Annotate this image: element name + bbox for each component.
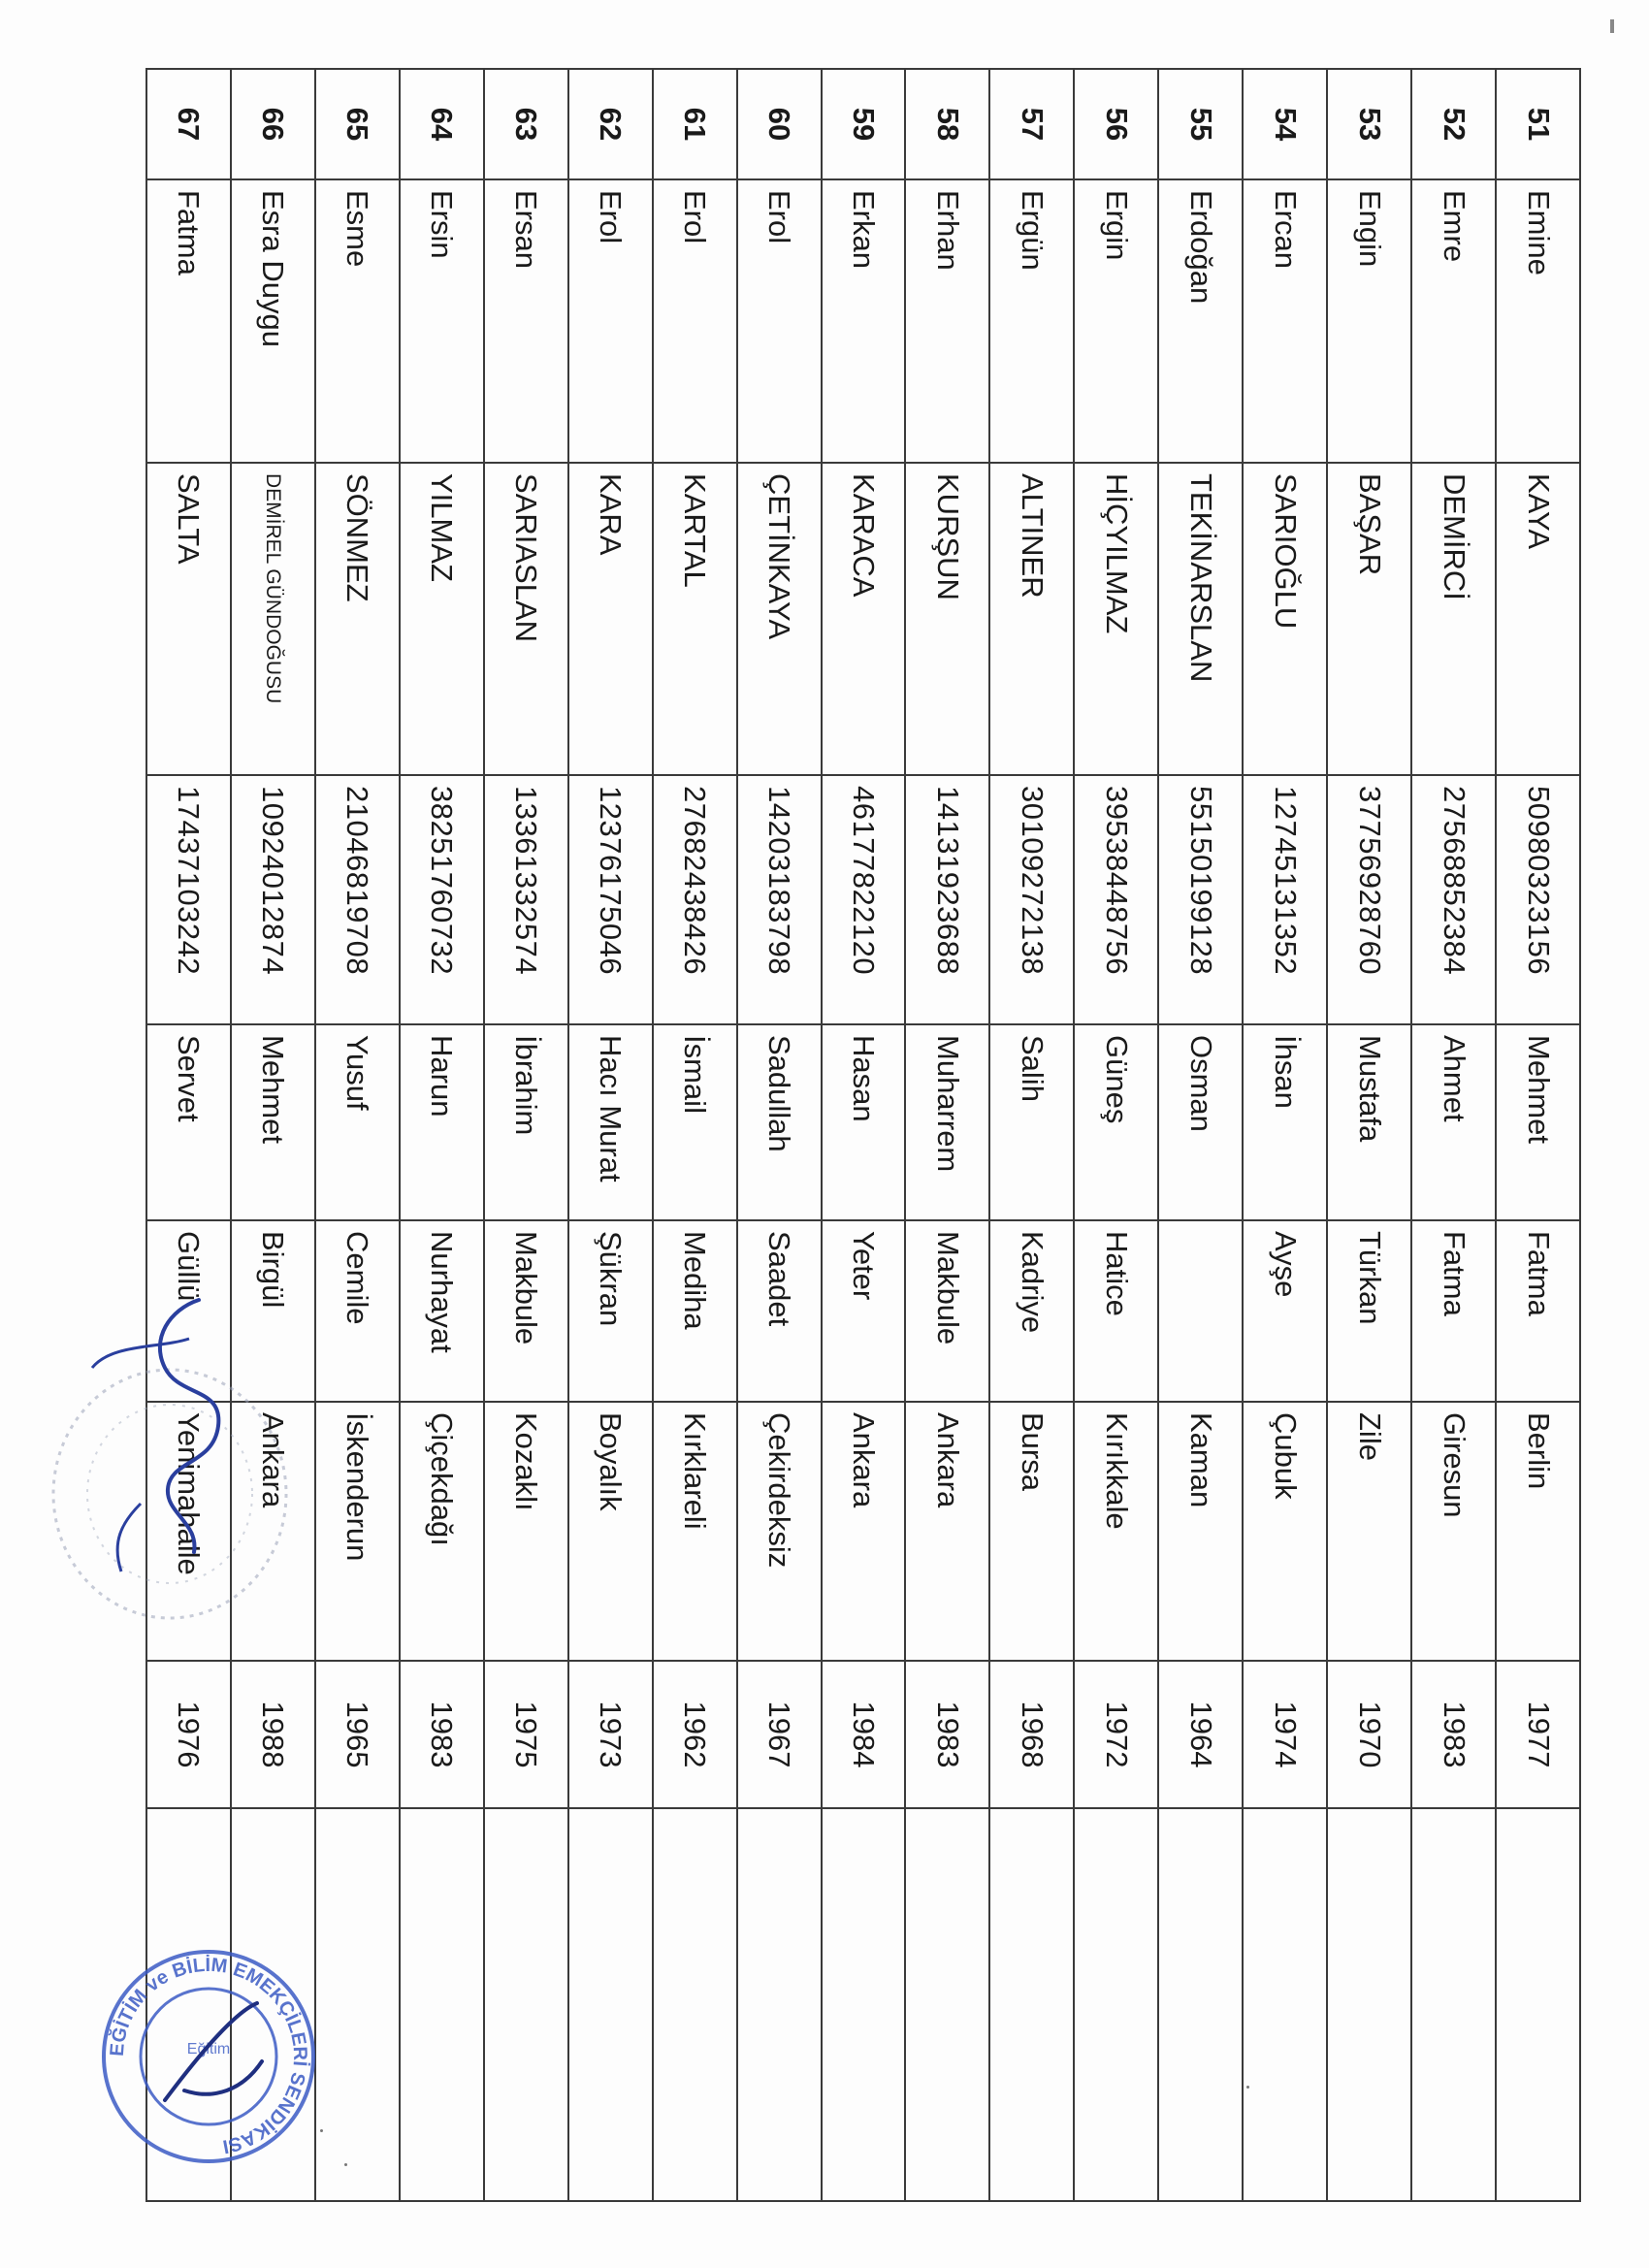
last-name-cell: YILMAZ [400,463,484,775]
mother-name-cell: Yeter [822,1220,906,1402]
row-number: 52 [1411,69,1496,179]
table-row [1496,69,1580,2201]
empty-cell [1411,1808,1496,2201]
birth-year-cell: 1972 [1074,1661,1158,1808]
row-number: 51 [1496,69,1580,179]
first-name-cell: Erkan [822,179,906,463]
first-name-cell: Ergin [1074,179,1158,463]
table-row [1327,69,1411,2201]
empty-cell [1496,1808,1580,2201]
row-number: 54 [1243,69,1327,179]
scan-speck [1246,2086,1249,2089]
birthplace-cell: Kozaklı [484,1402,568,1661]
id-number-cell: 12376175046 [568,775,653,1024]
id-number-cell: 30109272138 [989,775,1074,1024]
empty-cell [146,1808,231,2201]
father-name-cell: Mehmet [231,1024,315,1220]
id-number-cell: 38251760732 [400,775,484,1024]
last-name-cell: KAYA [1496,463,1580,775]
stamp-inner-text: Eğitim [186,2041,231,2057]
table-row [1074,69,1158,2201]
father-name-cell: Hacı Murat [568,1024,653,1220]
birthplace-cell: İskenderun [315,1402,400,1661]
table-row [1411,69,1496,2201]
row-number: 63 [484,69,568,179]
last-name-cell: ÇETİNKAYA [737,463,822,775]
birthplace-cell: Ankara [231,1402,315,1661]
last-name-cell: DEMİRCİ [1411,463,1496,775]
father-name-cell: Sadullah [737,1024,822,1220]
birth-year-cell: 1974 [1243,1661,1327,1808]
birthplace-cell: Kaman [1158,1402,1243,1661]
empty-cell [1327,1808,1411,2201]
birth-year-cell: 1970 [1327,1661,1411,1808]
row-number: 58 [906,69,990,179]
last-name-cell: KARTAL [653,463,737,775]
id-number-cell: 21046819708 [315,775,400,1024]
id-number-cell: 50980323156 [1496,775,1580,1024]
table-row [989,69,1074,2201]
father-name-cell: Harun [400,1024,484,1220]
empty-cell [315,1808,400,2201]
id-number-cell: 37756928760 [1327,775,1411,1024]
row-number: 53 [1327,69,1411,179]
father-name-cell: Mehmet [1496,1024,1580,1220]
id-number-cell: 46177822120 [822,775,906,1024]
father-name-cell: İsmail [653,1024,737,1220]
mother-name-cell: Şükran [568,1220,653,1402]
birthplace-cell: Yenimahalle [146,1402,231,1661]
birth-year-cell: 1976 [146,1661,231,1808]
first-name-cell: Erol [737,179,822,463]
mother-name-cell [1158,1220,1243,1402]
father-name-cell: Yusuf [315,1024,400,1220]
id-number-cell: 27682438426 [653,775,737,1024]
id-number-cell: 12745131352 [1243,775,1327,1024]
table-row [315,69,400,2201]
last-name-cell: SÖNMEZ [315,463,400,775]
table-row [146,69,231,2201]
birthplace-cell: Ankara [906,1402,990,1661]
last-name-cell: KARACA [822,463,906,775]
id-number-cell: 10924012874 [231,775,315,1024]
mother-name-cell: Kadriye [989,1220,1074,1402]
mother-name-cell: Fatma [1496,1220,1580,1402]
last-name-cell: SARIASLAN [484,463,568,775]
scan-speck [344,2163,347,2166]
row-number: 66 [231,69,315,179]
empty-cell [231,1808,315,2201]
father-name-cell: İbrahim [484,1024,568,1220]
empty-cell [484,1808,568,2201]
last-name-cell: ALTINER [989,463,1074,775]
empty-cell [653,1808,737,2201]
mother-name-cell: Makbule [484,1220,568,1402]
mother-name-cell: Nurhayat [400,1220,484,1402]
birthplace-cell: Çekirdeksiz [737,1402,822,1661]
birth-year-cell: 1975 [484,1661,568,1808]
father-name-cell: İhsan [1243,1024,1327,1220]
member-table-body [146,69,1580,2201]
id-number-cell: 39538448756 [1074,775,1158,1024]
last-name-cell: KURŞUN [906,463,990,775]
birth-year-cell: 1973 [568,1661,653,1808]
mother-name-cell: Hatice [1074,1220,1158,1402]
birth-year-cell: 1988 [231,1661,315,1808]
birth-year-cell: 1983 [1411,1661,1496,1808]
mother-name-cell: Ayşe [1243,1220,1327,1402]
mother-name-cell: Türkan [1327,1220,1411,1402]
father-name-cell: Mustafa [1327,1024,1411,1220]
last-name-cell: BAŞAR [1327,463,1411,775]
empty-cell [1074,1808,1158,2201]
empty-cell [568,1808,653,2201]
mother-name-cell: Makbule [906,1220,990,1402]
table-row [1158,69,1243,2201]
birthplace-cell: Kırklareli [653,1402,737,1661]
father-name-cell: Servet [146,1024,231,1220]
first-name-cell: Ercan [1243,179,1327,463]
empty-cell [400,1808,484,2201]
row-number: 62 [568,69,653,179]
last-name-cell: TEKİNARSLAN [1158,463,1243,775]
first-name-cell: Emine [1496,179,1580,463]
id-number-cell: 14203183798 [737,775,822,1024]
row-number: 61 [653,69,737,179]
birthplace-cell: Kırıkkale [1074,1402,1158,1661]
empty-cell [822,1808,906,2201]
id-number-cell: 17437103242 [146,775,231,1024]
last-name-cell: DEMİREL GÜNDOĞUSU [231,463,315,775]
birth-year-cell: 1977 [1496,1661,1580,1808]
first-name-cell: Ersin [400,179,484,463]
mother-name-cell: Saadet [737,1220,822,1402]
first-name-cell: Erdoğan [1158,179,1243,463]
member-table [146,68,1581,2202]
mother-name-cell: Birgül [231,1220,315,1402]
first-name-cell: Fatma [146,179,231,463]
row-number: 65 [315,69,400,179]
member-table-rotated [146,68,1581,2008]
row-number: 57 [989,69,1074,179]
empty-cell [989,1808,1074,2201]
first-name-cell: Erol [653,179,737,463]
first-name-cell: Esra Duygu [231,179,315,463]
birth-year-cell: 1965 [315,1661,400,1808]
row-number: 59 [822,69,906,179]
birthplace-cell: Çubuk [1243,1402,1327,1661]
mother-name-cell: Güllü [146,1220,231,1402]
scan-mark [1610,19,1614,33]
id-number-cell: 14131923688 [906,775,990,1024]
first-name-cell: Esme [315,179,400,463]
father-name-cell: Ahmet [1411,1024,1496,1220]
birthplace-cell: Ankara [822,1402,906,1661]
birth-year-cell: 1962 [653,1661,737,1808]
birthplace-cell: Zile [1327,1402,1411,1661]
row-number: 60 [737,69,822,179]
birthplace-cell: Çiçekdağı [400,1402,484,1661]
last-name-cell: KARA [568,463,653,775]
first-name-cell: Erhan [906,179,990,463]
row-number: 55 [1158,69,1243,179]
father-name-cell: Salih [989,1024,1074,1220]
first-name-cell: Erol [568,179,653,463]
first-name-cell: Ergün [989,179,1074,463]
birth-year-cell: 1964 [1158,1661,1243,1808]
father-name-cell: Hasan [822,1024,906,1220]
table-row [231,69,315,2201]
birth-year-cell: 1984 [822,1661,906,1808]
father-name-cell: Muharrem [906,1024,990,1220]
table-row [568,69,653,2201]
birthplace-cell: Berlin [1496,1402,1580,1661]
id-number-cell: 55150199128 [1158,775,1243,1024]
row-number: 56 [1074,69,1158,179]
father-name-cell: Güneş [1074,1024,1158,1220]
first-name-cell: Engin [1327,179,1411,463]
first-name-cell: Ersan [484,179,568,463]
table-row [653,69,737,2201]
birthplace-cell: Boyalık [568,1402,653,1661]
id-number-cell: 13361332574 [484,775,568,1024]
birthplace-cell: Bursa [989,1402,1074,1661]
row-number: 67 [146,69,231,179]
table-row [400,69,484,2201]
last-name-cell: HİÇYILMAZ [1074,463,1158,775]
last-name-cell: SARIOĞLU [1243,463,1327,775]
first-name-cell: Emre [1411,179,1496,463]
stamp-arc-text: EĞİTİM ve BİLİM EMEKÇİLERİ SENDİKASI [106,1954,311,2157]
empty-cell [1243,1808,1327,2201]
birthplace-cell: Giresun [1411,1402,1496,1661]
id-number-cell: 27568852384 [1411,775,1496,1024]
father-name-cell: Osman [1158,1024,1243,1220]
birth-year-cell: 1983 [906,1661,990,1808]
empty-cell [737,1808,822,2201]
row-number: 64 [400,69,484,179]
scan-speck [320,2129,323,2132]
mother-name-cell: Mediha [653,1220,737,1402]
table-row [484,69,568,2201]
table-row [906,69,990,2201]
empty-cell [1158,1808,1243,2201]
mother-name-cell: Cemile [315,1220,400,1402]
table-row [737,69,822,2201]
last-name-cell: SALTA [146,463,231,775]
table-row [1243,69,1327,2201]
empty-cell [906,1808,990,2201]
birth-year-cell: 1983 [400,1661,484,1808]
birth-year-cell: 1968 [989,1661,1074,1808]
birth-year-cell: 1967 [737,1661,822,1808]
mother-name-cell: Fatma [1411,1220,1496,1402]
table-row [822,69,906,2201]
